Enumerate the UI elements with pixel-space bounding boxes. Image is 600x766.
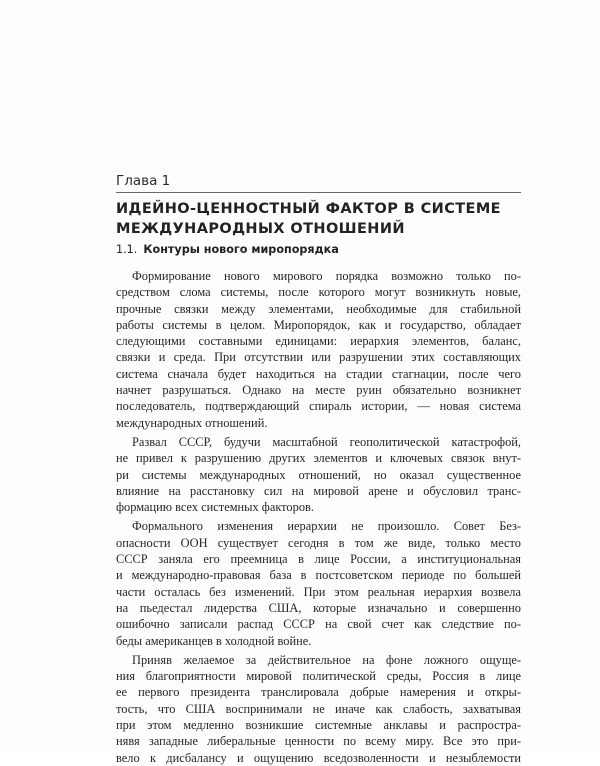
- body-text: [116, 268, 521, 766]
- paragraph-line: последователь, подтверждающий спираль истории, — новая система: [116, 399, 521, 414]
- paragraph-line: и международно-правовая база в постсоветском периоде по большей: [116, 568, 521, 583]
- chapter-label: Глава 1: [116, 173, 171, 189]
- chapter-title-line-2: МЕЖДУНАРОДНЫХ ОТНОШЕНИЙ: [116, 221, 405, 237]
- paragraph-line: беды американцев в холодной войне.: [116, 633, 312, 648]
- paragraph-line: вело к дисбалансу и ощущению вседозволенности и незыблемости: [116, 750, 521, 765]
- chapter-header: [116, 173, 536, 239]
- paragraph-line: Приняв желаемое за действительное на фоне ложного ощуще-: [132, 652, 521, 667]
- section-heading: [116, 243, 339, 256]
- chapter-title-line-1: ИДЕЙНО-ЦЕННОСТНЫЙ ФАКТОР В СИСТЕМЕ: [116, 201, 501, 217]
- paragraph-line: при этом медленно возникшие системные анклавы и распростра-: [116, 718, 521, 733]
- paragraph-line: ния благоприятности мировой политической среды, Россия в лице: [116, 669, 521, 684]
- paragraph-line: тость, что США воспринимали не иначе как слабость, захватывая: [116, 701, 521, 716]
- section-title: Контуры нового миропорядка: [143, 243, 339, 256]
- paragraph-line: начнет разрушаться. Однако на месте руин обязательно возникнет: [116, 383, 521, 398]
- paragraph-line: опасности ООН существует сегодня в том же виде, только место: [116, 535, 521, 550]
- paragraph-line: ошибочно записали распад СССР на свой счет как следствие по-: [116, 617, 521, 632]
- paragraph-line: работы системы в целом. Миропорядок, как и государство, обладает: [116, 317, 521, 332]
- chapter-divider: [116, 192, 521, 193]
- paragraph-line: нявя западные либеральные ценности по всему миру. Все это при-: [116, 734, 521, 749]
- paragraph-line: Формального изменения иерархии не произошло. Совет Без-: [132, 519, 521, 534]
- paragraph-line: система сначала будет находиться на стадии стагнации, после чего: [116, 366, 521, 381]
- paragraph-line: формацию всех системных факторов.: [116, 500, 314, 515]
- paragraph-line: ее первого президента транслировала добрые намерения и откры-: [116, 685, 521, 700]
- paragraph-line: Формирование нового мирового порядка возможно только по-: [132, 269, 521, 283]
- paragraph-line: ри системы международных отношений, но оказал существенное: [116, 467, 521, 482]
- paragraph-line: международных отношений.: [116, 415, 268, 430]
- paragraph-line: на пьедестал лидерства США, которые изначально и совершенно: [116, 600, 521, 615]
- paragraph-line: влияние на расстановку сил на мировой арене и обусловил транс-: [116, 483, 521, 498]
- paragraph-line: не привел к разрушению других элементов и ключевых связок внут-: [116, 451, 521, 466]
- paragraph-line: средством слома системы, после которого могут возникнуть новые,: [116, 285, 521, 300]
- section-number: 1.1.: [116, 243, 138, 256]
- paragraph-line: связки и среда. При отсутствии или разрушении этих составляющих: [116, 350, 521, 365]
- paragraph-line: прочные связки между элементами, необходимые для стабильной: [116, 301, 521, 316]
- paragraph-line: Развал СССР, будучи масштабной геополитической катастрофой,: [132, 434, 521, 449]
- paragraph-line: части осталась без изменений. При этом реальная иерархия возвела: [116, 584, 521, 599]
- paragraph-line: следующими составными единицами: иерархия элементов, баланс,: [116, 334, 521, 349]
- paragraph-line: СССР заняла его преемница в лице России, а институциональная: [116, 552, 521, 567]
